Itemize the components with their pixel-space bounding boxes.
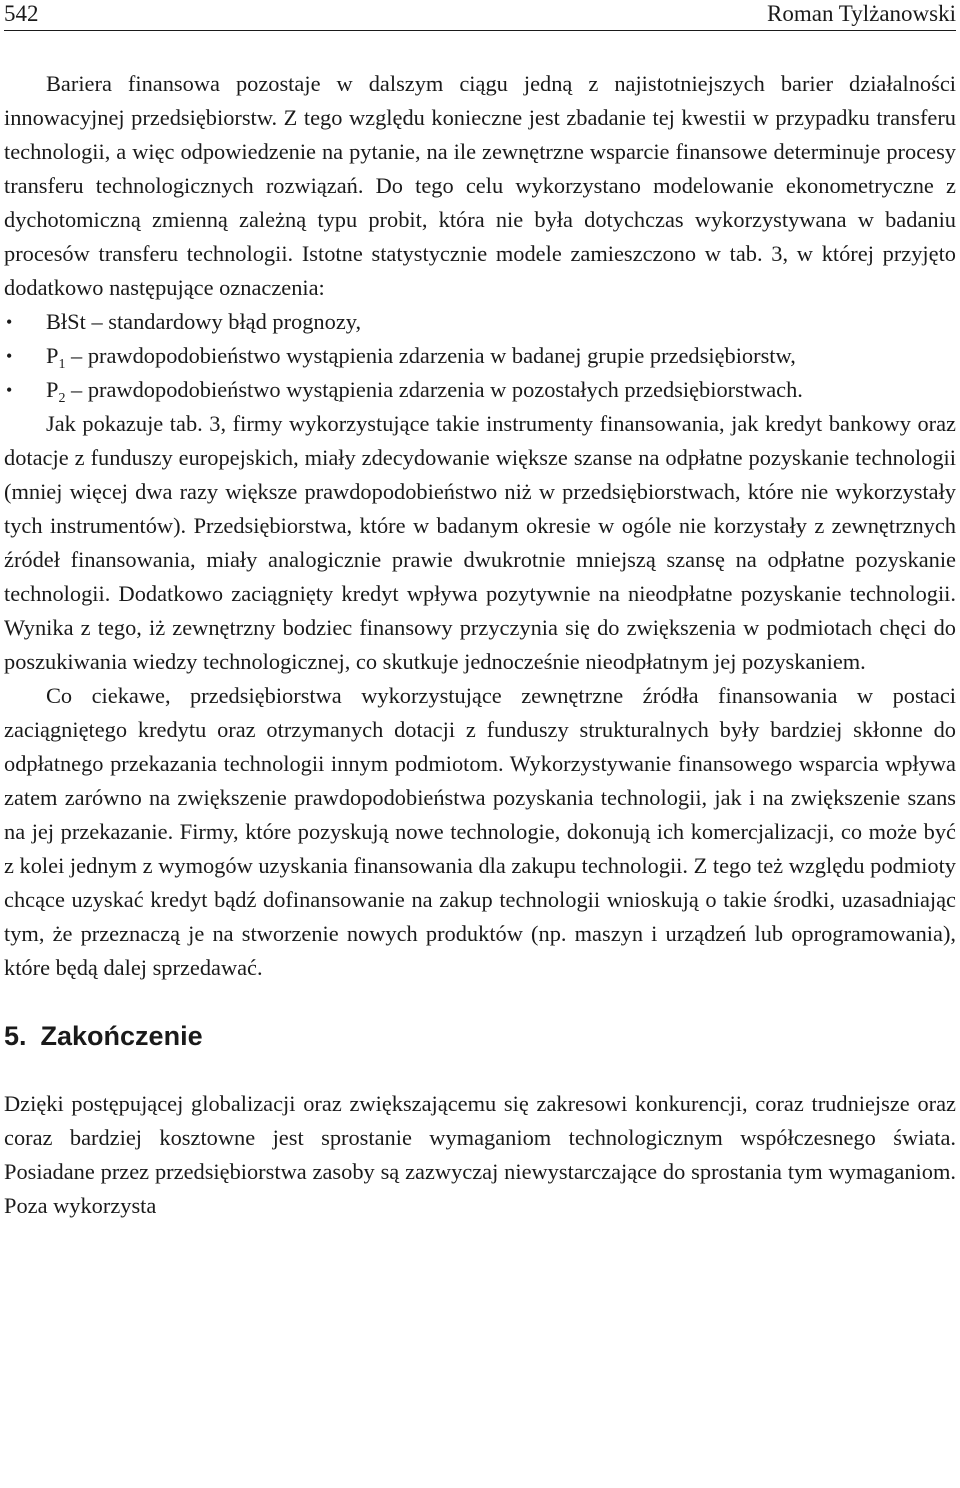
running-header	[4, 0, 956, 31]
notation-description: – standardowy błąd prognozy,	[85, 309, 362, 334]
page-body	[4, 67, 956, 1223]
section-title: Zakończenie	[40, 1021, 203, 1051]
notation-item-blst	[4, 305, 956, 339]
notation-item-p1	[4, 339, 956, 373]
notation-symbol: P	[46, 343, 59, 368]
body-paragraph-1: Bariera finansowa pozostaje w dalszym ciągu jedną z najistotniejszych barier działalności innowacyjnej przedsiębiorstw. Z tego względu konieczne jest zbadanie tej kwestii w przypadku transferu technologii, a więc odpowiedzenie na pytanie, na ile zewnętrzne wsparcie finansowe determinuje procesy transferu technologicznych rozwiązań. Do tego celu wykorzystano modelowanie ekonometryczne z dychotomiczną zmienną zależną typu probit, która nie była dotychczas wykorzystywana w badaniu procesów transferu technologii. Istotne statystycznie modele zamieszczono w tab. 3, w której przyjęto dodatkowo następujące oznaczenia:	[4, 71, 956, 300]
body-paragraph-2: Jak pokazuje tab. 3, firmy wykorzystujące takie instrumenty finansowania, jak kredyt bankowy oraz dotacje z funduszy europejskich, miały zdecydowanie większe szanse na odpłatne pozyskanie technologii (mniej więcej dwa razy większe prawdopodobieństwo niż w przedsiębiorstwach, które nie wykorzystały tych instrumentów). Przedsiębiorstwa, które w badanym okresie w ogóle nie korzystały z zewnętrznych źródeł finansowania, miały analogicznie prawie dwukrotnie mniejszą szansę na odpłatne pozyskanie technologii. Dodatkowo zaciągnięty kredyt wpływa pozytywnie na nieodpłatne pozyskanie technologii. Wynika z tego, iż zewnętrzny bodziec finansowy przyczynia się do zwiększenia w podmiotach chęci do poszukiwania wiedzy technologicznej, co skutkuje jednocześnie nieodpłatnym jej pozyskaniem.	[4, 411, 956, 674]
page-number: 542	[4, 1, 39, 26]
notation-description: – prawdopodobieństwo wystąpienia zdarzenia w pozostałych przedsiębiorstwach.	[65, 377, 803, 402]
notation-subscript: 2	[58, 391, 66, 406]
bullet-icon: •	[6, 346, 13, 366]
notation-description: – prawdopodobieństwo wystąpienia zdarzenia w badanej grupie przedsiębiorstw,	[65, 343, 796, 368]
notation-subscript: 1	[58, 357, 66, 372]
bullet-icon: •	[6, 312, 13, 332]
notation-item-p2	[4, 373, 956, 407]
section-number: 5.	[4, 1021, 27, 1051]
section-heading	[4, 1019, 956, 1053]
section-paragraph-1: Dzięki postępującej globalizacji oraz zwiększającemu się zakresowi konkurencji, coraz trudniejsze oraz coraz bardziej kosztowne jest sprostanie wymaganiom technologicznym współczesnego świata. Posiadane przez przedsiębiorstwa zasoby są zazwyczaj niewystarczające do sprostania tym wymaganiom. Poza wykorzysta	[4, 1091, 956, 1218]
notation-symbol: BłSt	[46, 309, 86, 334]
body-paragraph-3: Co ciekawe, przedsiębiorstwa wykorzystujące zewnętrzne źródła finansowania w postaci zaciągniętego kredytu oraz otrzymanych dotacji z funduszy strukturalnych były bardziej skłonne do odpłatnego przekazania technologii innym podmiotom. Wykorzystywanie finansowego wsparcia wpływa zatem zarówno na zwiększenie prawdopodobieństwa pozyskania technologii, jak i na zwiększenie szans na jej przekazanie. Firmy, które pozyskują nowe technologie, dokonują ich komercjalizacji, co może być z kolei jednym z wymogów uzyskania finansowania dla zakupu technologii. Z tego też względu podmioty chcące uzyskać kredyt bądź dofinansowanie na zakup technologii wnioskują o takie środki, uzasadniając tym, że przeznaczą je na stworzenie nowych produktów (np. maszyn i urządzeń lub oprogramowania), które będą dalej sprzedawać.	[4, 683, 956, 980]
running-header-author: Roman Tylżanowski	[767, 1, 956, 26]
notation-symbol: P	[46, 377, 59, 402]
bullet-icon: •	[6, 380, 13, 400]
notation-list	[4, 305, 956, 407]
